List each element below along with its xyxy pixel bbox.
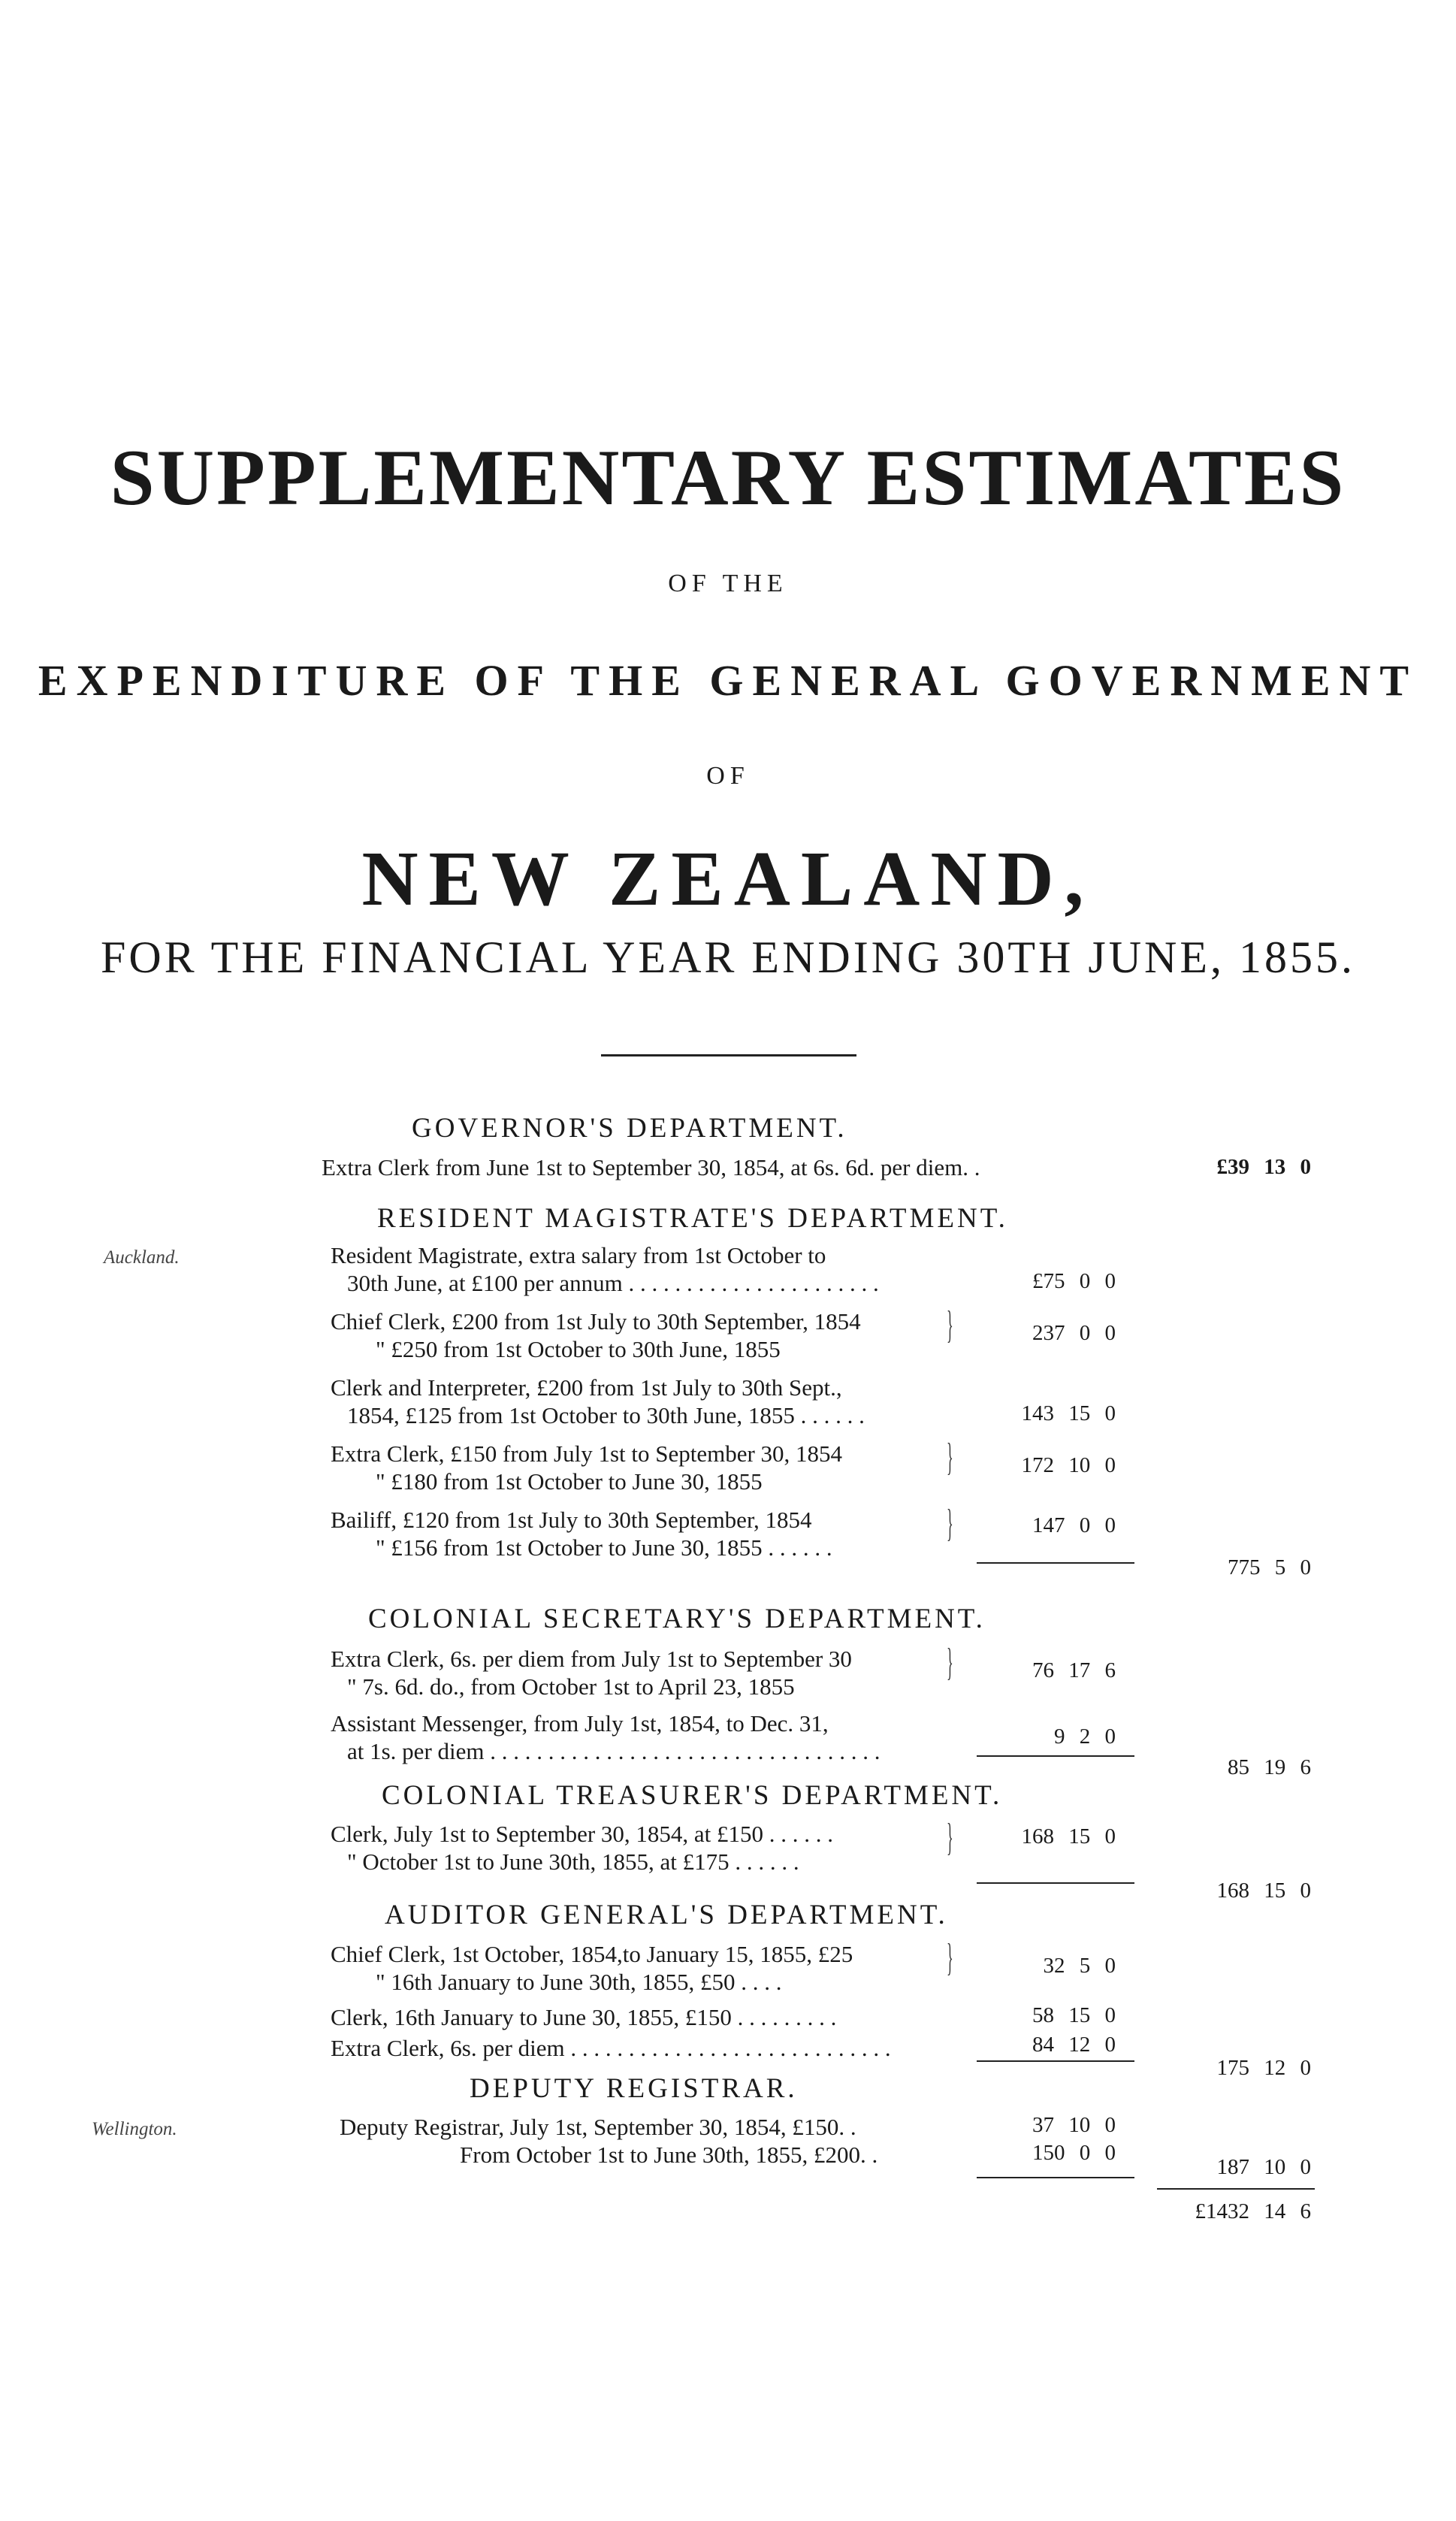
resident-item-3-line-1: Clerk and Interpreter, £200 from 1st July to 30th Sept., <box>331 1374 842 1401</box>
colsec-item-2-line-2: at 1s. per diem . . . . . . . . . . . . . . . . . . . . . . . . . . . . . . . . . . <box>347 1738 881 1764</box>
coltreas-subtotal-rule <box>977 1882 1134 1884</box>
resident-heading: RESIDENT MAGISTRATE'S DEPARTMENT. <box>377 1203 1008 1234</box>
resident-item-5-amount: 147 0 0 <box>1032 1513 1116 1537</box>
resident-item-4-amount: 172 10 0 <box>1021 1453 1116 1477</box>
auditor-item-1-brace: } <box>947 1936 953 1979</box>
resident-item-4-line-1: Extra Clerk, £150 from July 1st to September 30, 1854 <box>331 1440 843 1467</box>
resident-item-2-line-2: " £250 from 1st October to 30th June, 1855 <box>376 1336 781 1362</box>
title-financial-year: FOR THE FINANCIAL YEAR ENDING 30TH JUNE, 1855. <box>100 933 1356 982</box>
governor-total: £39 13 0 <box>1216 1155 1311 1179</box>
deputy-line-2: From October 1st to June 30th, 1855, £200. . <box>460 2142 878 2168</box>
coltreas-item-1-line-1: Clerk, July 1st to September 30, 1854, at £150 . . . . . . <box>331 1821 834 1847</box>
resident-item-3-line-2: 1854, £125 from 1st October to 30th June, 1855 . . . . . . <box>347 1402 865 1428</box>
coltreas-total: 168 15 0 <box>1216 1879 1311 1903</box>
coltreas-heading: COLONIAL TREASURER'S DEPARTMENT. <box>382 1780 1003 1811</box>
deputy-amount-2: 150 0 0 <box>1032 2141 1116 2165</box>
colsec-item-1-brace: } <box>947 1641 953 1684</box>
document-title: SUPPLEMENTARY ESTIMATES <box>110 434 1346 521</box>
governor-line: Extra Clerk from June 1st to September 30, 1854, at 6s. 6d. per diem. . <box>322 1154 980 1180</box>
deputy-heading: DEPUTY REGISTRAR. <box>470 2073 798 2104</box>
auditor-subtotal-rule <box>977 2060 1134 2062</box>
colsec-item-1-line-1: Extra Clerk, 6s. per diem from July 1st to September 30 <box>331 1646 852 1672</box>
title-of: OF <box>706 762 750 790</box>
auditor-heading: AUDITOR GENERAL'S DEPARTMENT. <box>385 1900 948 1930</box>
resident-item-2-amount: 237 0 0 <box>1032 1321 1116 1345</box>
auditor-item-2-amount: 58 15 0 <box>1032 2003 1116 2027</box>
auditor-item-3-line-1: Extra Clerk, 6s. per diem . . . . . . . . . . . . . . . . . . . . . . . . . . . . <box>331 2035 891 2061</box>
resident-subtotal-rule <box>977 1562 1134 1564</box>
resident-item-1-line-1: Resident Magistrate, extra salary from 1st October to <box>331 1242 826 1268</box>
coltreas-item-1-brace: } <box>947 1816 953 1859</box>
colsec-item-1-line-2: " 7s. 6d. do., from October 1st to April 23, 1855 <box>347 1673 795 1700</box>
coltreas-item-1-line-2: " October 1st to June 30th, 1855, at £175 . . . . . . <box>347 1848 799 1875</box>
grand-total-rule <box>1157 2188 1315 2190</box>
auditor-item-3-amount: 84 12 0 <box>1032 2033 1116 2057</box>
colsec-subtotal-rule <box>977 1755 1134 1757</box>
resident-item-1-amount: £75 0 0 <box>1032 1269 1116 1293</box>
colsec-heading: COLONIAL SECRETARY'S DEPARTMENT. <box>368 1604 986 1634</box>
auditor-item-2-line-1: Clerk, 16th January to June 30, 1855, £150 . . . . . . . . . <box>331 2004 837 2030</box>
deputy-amount-1: 37 10 0 <box>1032 2113 1116 2137</box>
resident-item-4-line-2: " £180 from 1st October to June 30, 1855 <box>376 1468 763 1495</box>
resident-item-5-line-2: " £156 from 1st October to June 30, 1855 . . . . . . <box>376 1534 832 1561</box>
resident-item-4-brace: } <box>947 1436 953 1479</box>
auditor-total: 175 12 0 <box>1216 2056 1311 2080</box>
colsec-item-2-amount: 9 2 0 <box>1054 1724 1116 1749</box>
governor-heading: GOVERNOR'S DEPARTMENT. <box>412 1113 847 1144</box>
deputy-total: 187 10 0 <box>1216 2155 1311 2179</box>
deputy-subtotal-rule <box>977 2177 1134 2178</box>
auditor-item-1-line-1: Chief Clerk, 1st October, 1854,to January 15, 1855, £25 <box>331 1941 853 1967</box>
coltreas-item-1-amount: 168 15 0 <box>1021 1824 1116 1848</box>
auditor-item-1-amount: 32 5 0 <box>1043 1954 1116 1978</box>
grand-total: £1432 14 6 <box>1195 2199 1311 2223</box>
title-of-the: OF THE <box>668 570 788 597</box>
deputy-line-1: Deputy Registrar, July 1st, September 30, 1854, £150. . <box>340 2114 856 2140</box>
resident-total: 775 5 0 <box>1228 1555 1311 1579</box>
resident-item-1-line-2: 30th June, at £100 per annum . . . . . . . . . . . . . . . . . . . . . . <box>347 1270 879 1296</box>
resident-item-3-amount: 143 15 0 <box>1021 1401 1116 1425</box>
resident-item-2-line-1: Chief Clerk, £200 from 1st July to 30th September, 1854 <box>331 1308 861 1335</box>
colsec-total: 85 19 6 <box>1228 1755 1311 1779</box>
colsec-item-2-line-1: Assistant Messenger, from July 1st, 1854, to Dec. 31, <box>331 1710 829 1737</box>
margin-note-auckland: Auckland. <box>104 1247 180 1268</box>
colsec-item-1-amount: 76 17 6 <box>1032 1658 1116 1682</box>
resident-item-5-brace: } <box>947 1502 953 1545</box>
title-country: NEW ZEALAND, <box>361 836 1095 922</box>
title-divider <box>601 1054 856 1056</box>
resident-item-2-brace: } <box>947 1304 953 1347</box>
title-expenditure: EXPENDITURE OF THE GENERAL GOVERNMENT <box>38 656 1418 705</box>
resident-item-5-line-1: Bailiff, £120 from 1st July to 30th September, 1854 <box>331 1507 812 1533</box>
auditor-item-1-line-2: " 16th January to June 30th, 1855, £50 . . . . <box>376 1969 782 1995</box>
margin-note-wellington: Wellington. <box>92 2119 177 2139</box>
